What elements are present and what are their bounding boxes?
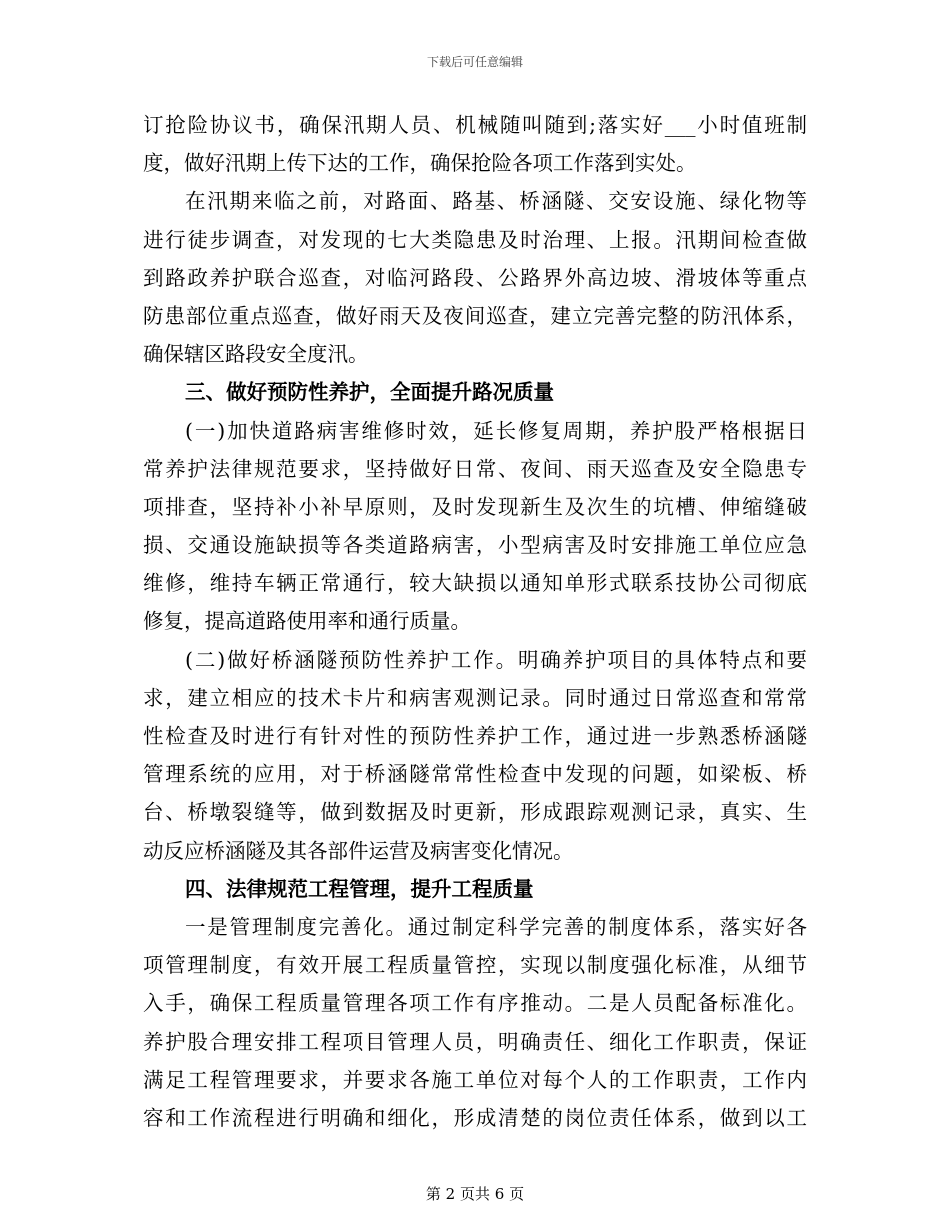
text-line: (一)加快道路病害维修时效，延长修复周期，养护股严格根据日 — [185, 418, 807, 443]
text-line: 项排查，坚持补小补早原则，及时发现新生及次生的坑槽、伸缩缝破 — [143, 494, 807, 519]
page-header: 下载后可任意编辑 — [426, 55, 523, 69]
section-heading: 四、法律规范工程管理，提升工程质量 — [185, 876, 534, 901]
document-body — [143, 106, 807, 1137]
text-line: 容和工作流程进行明确和细化，形成清楚的岗位责任体系，做到以工 — [143, 1105, 807, 1130]
page-footer: 第 2 页共 6 页 — [425, 1185, 525, 1203]
text-line: 养护股合理安排工程项目管理人员，明确责任、细化工作职责，保证 — [143, 1029, 807, 1054]
text-line: 维修，维持车辆正常通行，较大缺损以通知单形式联系技协公司彻底 — [143, 571, 807, 596]
text-line: 防患部位重点巡查，做好雨天及夜间巡查，建立完善完整的防汛体系， — [143, 303, 807, 328]
section-heading: 三、做好预防性养护，全面提升路况质量 — [185, 380, 554, 405]
text-line: 满足工程管理要求，并要求各施工单位对每个人的工作职责，工作内 — [143, 1067, 807, 1092]
text-line: 度，做好汛期上传下达的工作，确保抢险各项工作落到实处。 — [143, 151, 697, 176]
text-line: 订抢险协议书，确保汛期人员、机械随叫随到;落实好___小时值班制 — [143, 113, 807, 137]
text-line: (二)做好桥涵隧预防性养护工作。明确养护项目的具体特点和要 — [185, 647, 807, 672]
text-line: 一是管理制度完善化。通过制定科学完善的制度体系，落实好各 — [185, 914, 807, 939]
text-line: 在汛期来临之前，对路面、路基、桥涵隧、交安设施、绿化物等 — [185, 189, 807, 214]
text-line: 确保辖区路段安全度汛。 — [143, 342, 369, 367]
text-line: 到路政养护联合巡查，对临河路段、公路界外高边坡、滑坡体等重点 — [143, 265, 807, 290]
text-line: 修复，提高道路使用率和通行质量。 — [143, 609, 471, 634]
text-line: 进行徒步调查，对发现的七大类隐患及时治理、上报。汛期间检查做 — [143, 227, 807, 252]
text-line: 性检查及时进行有针对性的预防性养护工作，通过进一步熟悉桥涵隧 — [143, 724, 807, 748]
text-line: 入手，确保工程质量管理各项工作有序推动。二是人员配备标准化。 — [143, 991, 807, 1016]
text-line: 损、交通设施缺损等各类道路病害，小型病害及时安排施工单位应急 — [143, 533, 807, 558]
text-line: 台、桥墩裂缝等，做到数据及时更新，形成跟踪观测记录，真实、生 — [143, 800, 807, 825]
text-line: 管理系统的应用，对于桥涵隧常常性检查中发现的问题，如梁板、桥 — [143, 762, 807, 787]
text-line: 常养护法律规范要求，坚持做好日常、夜间、雨天巡查及安全隐患专 — [143, 456, 807, 481]
text-line: 求，建立相应的技术卡片和病害观测记录。同时通过日常巡查和常常 — [143, 685, 807, 710]
text-line: 动反应桥涵隧及其各部件运营及病害变化情况。 — [143, 838, 574, 863]
text-line: 项管理制度，有效开展工程质量管控，实现以制度强化标准，从细节 — [143, 953, 807, 978]
